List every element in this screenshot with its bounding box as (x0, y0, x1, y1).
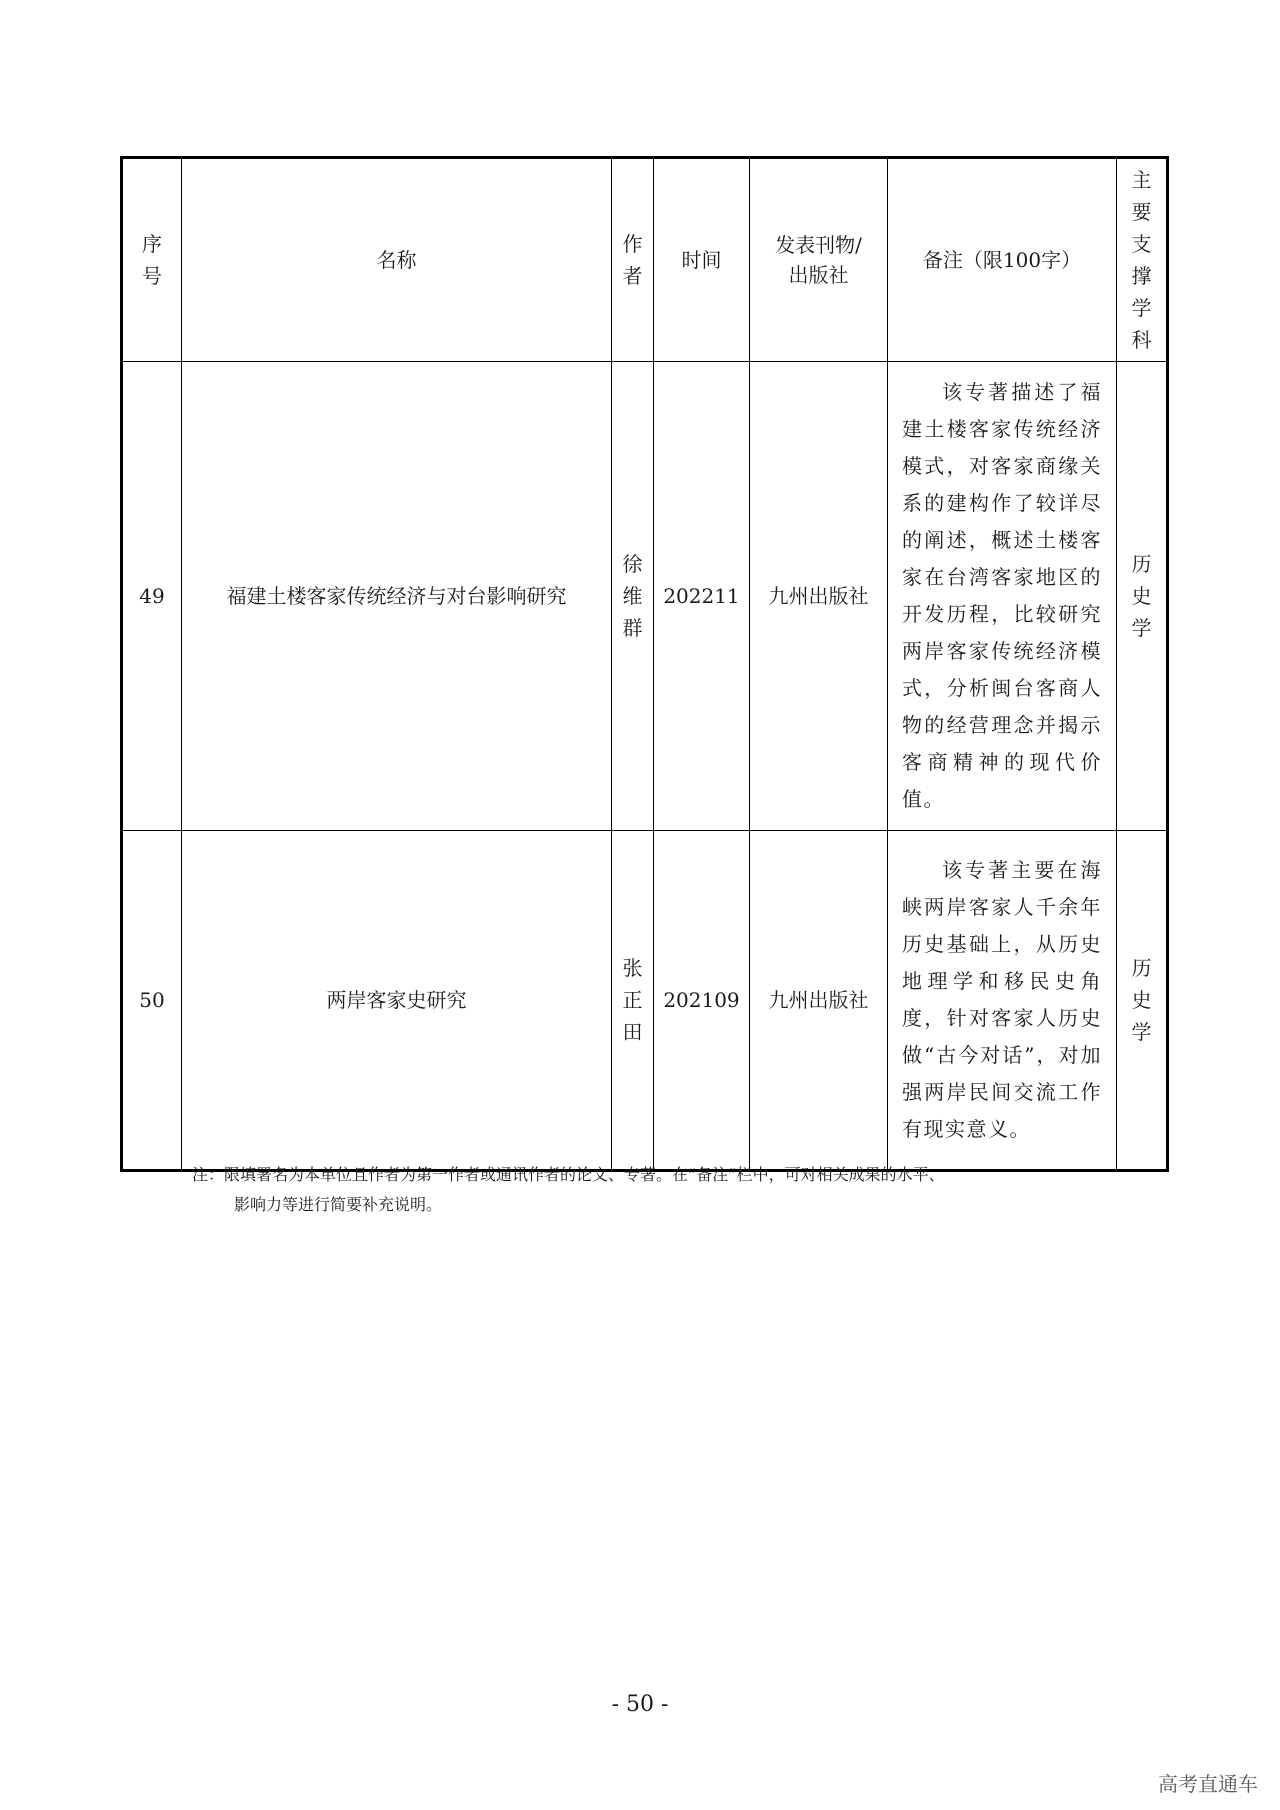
footnote-line-2: 影响力等进行简要补充说明。 (234, 1195, 443, 1214)
row-author: 张正田 (612, 831, 654, 1171)
watermark: 高考直通车 (1158, 1772, 1258, 1796)
table-header-row (122, 158, 1168, 362)
header-index: 序号 (122, 158, 182, 362)
row-discipline: 历史学 (1117, 362, 1168, 831)
publications-table (120, 156, 1169, 1172)
table-row (122, 362, 1168, 831)
header-date: 时间 (654, 158, 750, 362)
header-author: 作者 (612, 158, 654, 362)
row-date: 202109 (654, 831, 750, 1171)
row-date: 202211 (654, 362, 750, 831)
header-publisher: 发表刊物/出版社 (750, 158, 888, 362)
footnote (192, 1160, 1092, 1220)
row-index: 50 (122, 831, 182, 1171)
row-remark: 该专著描述了福建土楼客家传统经济模式，对客家商缘关系的建构作了较详尽的阐述，概述土楼客家在台湾客家地区的开发历程，比较研究两岸客家传统经济模式，分析闽台客商人物的经营理念并揭示客商精神的现代价值。 (888, 362, 1117, 831)
row-title: 两岸客家史研究 (182, 831, 612, 1171)
header-title: 名称 (182, 158, 612, 362)
page-number: - 50 - (611, 1692, 669, 1717)
row-index: 49 (122, 362, 182, 831)
header-discipline: 主要支撑学科 (1117, 158, 1168, 362)
row-title: 福建土楼客家传统经济与对台影响研究 (182, 362, 612, 831)
row-publisher: 九州出版社 (750, 831, 888, 1171)
table-row (122, 831, 1168, 1171)
footnote-line-1: 注：限填署名为本单位且作者为第一作者或通讯作者的论文、专著。在“备注”栏中，可对相关成果的水平、 (192, 1165, 945, 1184)
header-remark: 备注（限100字） (888, 158, 1117, 362)
row-author: 徐维群 (612, 362, 654, 831)
row-discipline: 历史学 (1117, 831, 1168, 1171)
row-publisher: 九州出版社 (750, 362, 888, 831)
row-remark: 该专著主要在海峡两岸客家人千余年历史基础上，从历史地理学和移民史角度，针对客家人历史做“古今对话”，对加强两岸民间交流工作有现实意义。 (888, 831, 1117, 1171)
